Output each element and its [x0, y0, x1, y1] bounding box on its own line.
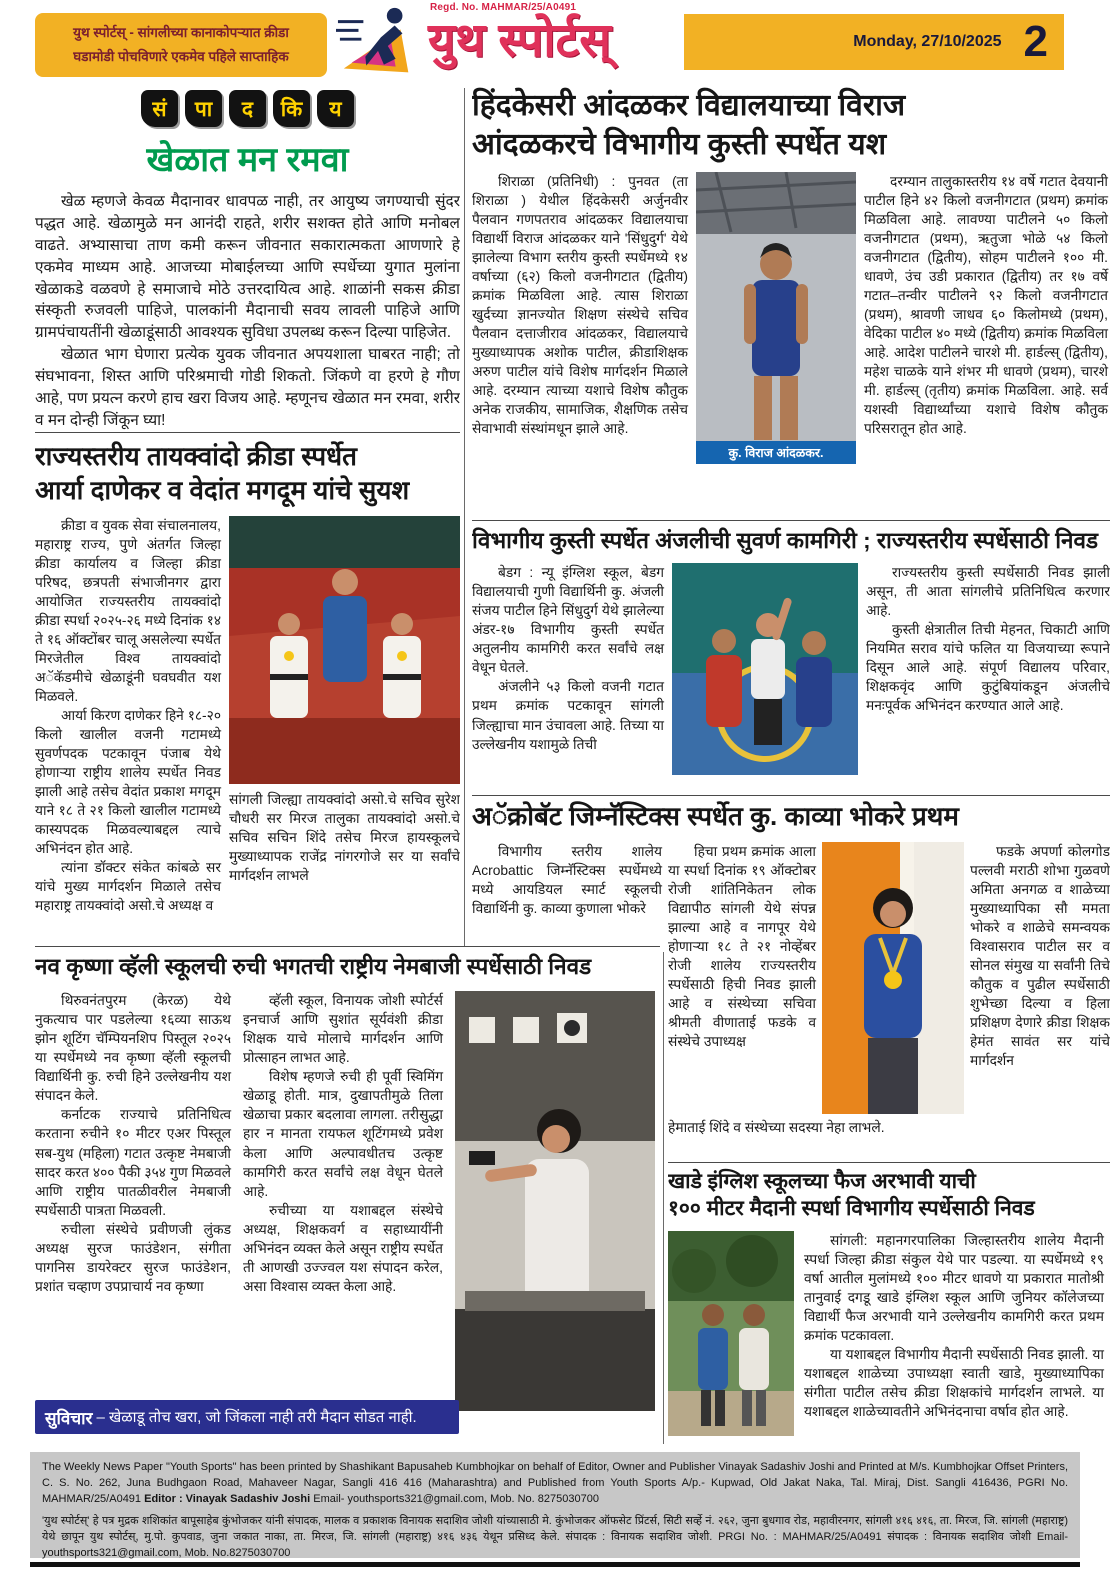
- bottom-rule: [30, 1562, 1080, 1567]
- page-number: 2: [1023, 17, 1048, 66]
- divider-vertical-main: [464, 88, 465, 946]
- article-headline: नव कृष्णा व्हॅली स्कूलची रुची भगतची राष्ट्रीय नेमबाजी स्पर्धेसाठी निवड: [35, 954, 592, 979]
- masthead-title: युथ स्पोर्टस्: [428, 13, 611, 66]
- article-bottom-line: हेमाताई शिंदे व संस्थेच्या सदस्या नेहा लाभले.: [668, 1119, 885, 1135]
- editorial-letter: य: [317, 90, 354, 127]
- divider-editorial: [35, 432, 460, 433]
- imprint-english: The Weekly News Paper "Youth Sports" has been printed by Shashikant Bapusaheb Kumbhojkar on behalf of Editor, Owner and Publisher Vinayak Sadashiv Joshi and Printed at M/s. Kumbhojkar Offset Printers, C. S. No. 262, Juna Budhgaon Road, Mahaveer Nagar, Sangli 416 416 (Maharashtra) and Published from Youth Sports A/p.- Kupwad, Old Jakat Naka, Tal. Miraj, Dist. Sangli 416436, PGRI No. MAHMAR/25/A0491 Editor : Vinayak Sadashiv Joshi Email- youthsports321@gmail.com, Mob. No. 8275030700: [42, 1461, 1068, 1505]
- article-column: फडके अपर्णा कोलगोड पल्लवी मराठी शोभा गुळवणे अमिता अनगळ व शाळेच्या मुख्याध्यापिका सौ ममता भोकरे व शाळेचे समन्वयक विश्वासराव पाटील सर व सोनल संमुख या सर्वांनी तिचे कौतुक व पुढील स्पर्धेसाठी शुभेच्छा दिल्या व हिला प्रशिक्षण देणारे क्रीडा शिक्षक हेमंत सावंत सर यांचे मार्गदर्शन: [970, 843, 1110, 1069]
- article-shooting: [35, 952, 660, 1444]
- divider-viraj: [472, 520, 1110, 521]
- editorial-paragraph: खेळ म्हणजे केवळ मैदानावर धावपळ नाही, तर आयुष्य जगण्याची सुंदर पद्धत आहे. खेळामुळे मन आनंदी राहते, शरीर सशक्त होते आणि मनोबल वाढते. अभ्यासाचा ताण कमी करून जीवनात सकारात्मकता आणणारे हे एकमेव माध्यम आहे. आजच्या मोबाईलच्या आणि स्पर्धेच्या युगात मुलांना खेळाकडे वळवणे हे समाजाचे मोठे उत्तरदायित्व आहे. शाळांनी सकस क्रीडा संस्कृती रुजवली पाहिजे, पालकांनी मैदानाची सवय लावली पाहिजे आणि ग्रामपंचायतींनी खेळाडूंसाठी आवश्यक सुविधा उपलब्ध करून दिल्या पाहिजेत.: [35, 193, 460, 342]
- tagline-line1: युथ स्पोर्टस् - सांगलीच्या कानाकोपऱ्यात क्रीडा: [73, 25, 289, 41]
- article-column: विभागीय स्तरीय शालेय Acrobattic जिम्नॅस्टिक्स स्पर्धेमध्ये मध्ये आयडियल स्मार्ट स्कूलची विद्यार्थिनी कु. काव्या कुणाला भोकरे: [472, 843, 662, 916]
- article-column: दरम्यान तालुकास्तरीय १४ वर्षे गटात देवयानी पाटील हिने ४२ किलो वजनीगटात (प्रथम) क्रमांक मिळविला आहे. लावण्या पाटीलने ५० किलो वजनीगटात (प्रथम), ऋतुजा भोळे ५४ किलो वजनीगटात (द्वितीय), सोहम पाटीलने १०० मी. धावणे, उंच उडी प्रकारात (द्वितीय) तर १७ वर्षे गटात–तन्वीर पाटीलने ९२ किलो वजनीगटात (प्रथम), श्रावणी जाधव ६० किलोमध्ये (प्रथम), वेदिका पाटील ४० मध्ये (द्वितीय) क्रमांक मिळविला आहे. आदेश पाटीलने चारशे मी. हार्डल्स् (द्वितीय), महेश चाळके याने शंभर मी धावणे (प्रथम), चारशे मी. हार्डल्स् (तृतीय) क्रमांक मिळविला. आहे. सर्व यशस्वी विद्यार्थ्यांच्या यशाचे विशेष कौतुक परिसरातून होत आहे.: [864, 174, 1108, 437]
- photo-faiz-arbhavi: [668, 1231, 794, 1436]
- editorial-title: खेळात मन रमवा: [146, 141, 349, 179]
- editorial-section: [35, 90, 460, 430]
- article-headline: हिंदकेसरी आंदळकर विद्यालयाच्या विराज आंदळकरचे विभागीय कुस्ती स्पर्धेत यश: [472, 89, 906, 161]
- article-column: सांगली: महानगरपालिका जिल्हास्तरीय शालेय मैदानी स्पर्धा जिल्हा क्रीडा संकुल येथे पार पडल्या. या स्पर्धेमध्ये १९ वर्षा आतील मुलांमध्ये १०० मीटर धावणे या प्रकारात मातोश्री तानुवाई दगडू खाडे इंग्लिश स्कूल आणि जुनियर कॉलेजच्या विद्यार्थी फैज अरभावी याने उल्लेखनीय कामगिरी करत प्रथम क्रमांक पटकावला. या यशाबद्दल विभागीय मैदानी स्पर्धेसाठी निवड झाली. या यशाबद्दल शाळेच्या उपाध्यक्षा स्वाती खाडे, मुख्याध्यापिका संगीता पाटील तसेच क्रीडा शिक्षकांचे मार्गदर्शन लाभले. या यशाबद्दल शाळेच्यावतीने अभिनंदनाचा वर्षाव होत आहे.: [804, 1232, 1104, 1419]
- photo-caption: कु. विराज आंदळकर.: [696, 441, 856, 464]
- imprint-editor: Editor : Vinayak Sadashiv Joshi: [144, 1492, 311, 1505]
- photo-ruchi-shooting: [455, 991, 655, 1411]
- article-headline: खाडे इंग्लिश स्कूलच्या फैज अरभावी याची १०० मीटर मैदानी स्पर्धा विभागीय स्पर्धेसाठी निवड: [668, 1170, 1035, 1221]
- article-headline: राज्यस्तरीय तायक्वांदो क्रीडा स्पर्धेत आर्या दाणेकर व वेदांत मगदूम यांचे सुयश: [35, 441, 410, 505]
- suvichar-text: – खेळाडू तोच खरा, जो जिंकला नाही तरी मैदान सोडत नाही.: [96, 1409, 417, 1426]
- editorial-paragraph: खेळात भाग घेणारा प्रत्येक युवक जीवनात अपयशाला घाबरत नाही; तो संघभावना, शिस्त आणि परिश्रमाची गोडी शिकतो. जिंकणे वा हरणे हे गौण आहे, पण प्रयत्न करणे हाच खरा विजय आहे. म्हणूनच खेळात मन रमवा, शरीर व मन दोन्ही जिंकून घ्या!: [35, 346, 460, 429]
- article-column: क्रीडा व युवक सेवा संचालनालय, महाराष्ट्र राज्य, पुणे अंतर्गत जिल्हा क्रीडा कार्यालय व जिल्हा क्रीडा परिषद, छत्रपती संभाजीनगर द्वारा आयोजित राज्यस्तरीय तायक्वांदो क्रीडा स्पर्धा २०२५-२६ मध्ये दिनांक १४ ते १६ ऑक्टोंबर चालू असलेल्या स्पर्धेत मिरजेतील विश्व तायक्वांदो अॅकॅडमीचे खेळाडूंनी घवघवीत यश मिळवले. आर्या किरण दाणेकर हिने १८-२० किलो खालील वजनी गटामध्ये सुवर्णपदक पटकावून पंजाब येथे होणाऱ्या राष्ट्रीय शालेय स्पर्धेत निवड झाली आहे तसेच वेदांत प्रकाश मगदूम याने १८ ते २१ किलो खालील गटामध्ये कास्यपदक मिळवल्याबद्दल त्याचे अभिनंदन होत आहे. त्यांना डॉक्टर संकेत कांबळे सर यांचे मुख्य मार्गदर्शन मिळाले तसेच महाराष्ट्र तायक्वांदो असो.चे अध्यक्ष व: [35, 517, 221, 914]
- photo-viraj-andalkar: [696, 172, 856, 464]
- editorial-body: [35, 191, 460, 430]
- article-column: बेडग : न्यू इंग्लिश स्कूल, बेडग विद्यालयाची गुणी विद्यार्थिनी कु. अंजली संजय पाटील हिने सिंधुदुर्ग येथे झालेल्या अंडर-१७ विभागीय कुस्ती स्पर्धेत अतुलनीय कामगिरी करत सर्वांचे लक्ष वेधून घेतले. अंजलीने ५३ किलो वजनी गटात प्रथम क्रमांक पटकावून सांगली जिल्ह्याचा मान उंचावला आहे. तिच्या या उल्लेखनीय यशामुळे तिची: [472, 565, 664, 752]
- masthead-tagline: [35, 13, 327, 77]
- issue-date: Monday, 27/10/2025: [853, 33, 1002, 50]
- editorial-letter: कि: [273, 90, 310, 127]
- article-column: शिराळा (प्रतिनिधी) : पुनवत (ता शिराळा ) येथील हिंदकेसरी अर्जुनवीर पैलवान गणपतराव आंदळकर विद्यालयाचा विद्यार्थी विराज आंदळकर याने 'सिंधुदुर्ग' येथे झालेल्या विभाग स्तरीय कुस्ती स्पर्धेमध्ये १४ वर्षाच्या (६२) किलो वजनीगटात (द्वितीय) क्रमांक मिळविला आहे. त्यास शिराळा खुर्दच्या ज्ञानज्योत शिक्षण संस्थेचे सचिव पैलवान दत्ताजीराव आंदळकर, विद्यालयाचे मुख्याध्यापक अशोक पाटील, क्रीडाशिक्षक अरुण पाटील यांचे विशेष मार्गदर्शन मिळाले आहे. दरम्यान त्याच्या यशाचे विशेष कौतुक अनेक राजकीय, सामाजिक, शैक्षणिक तसेच सेवाभावी संस्थांमधून झाले आहे.: [472, 174, 688, 437]
- article-viraj-wrestling: [472, 86, 1110, 518]
- article-anjali-wrestling: [472, 526, 1110, 792]
- article-headline: विभागीय कुस्ती स्पर्धेत अंजलीची सुवर्ण कामगिरी ; राज्यस्तरीय स्पर्धेसाठी निवड: [472, 528, 1099, 553]
- photo-taekwondo-winners: [229, 516, 460, 784]
- divider-gymnastics: [668, 1162, 1110, 1163]
- photo-anjali-referee: [672, 563, 858, 775]
- article-khade-athletics: [668, 1168, 1110, 1444]
- runner-logo-icon: [336, 4, 424, 78]
- editorial-letter: सं: [141, 90, 178, 127]
- imprint-marathi: 'युथ स्पोर्टस्' हे पत्र मुद्रक शशिकांत बापूसाहेब कुंभोजकर यांनी संपादक, मालक व प्रकाशक विनायक सदाशिव जोशी यांच्यासाठी मे. कुंभोजकर ऑफसेट प्रिंटर्स, सिटी सर्व्हे नं. २६२, जुना बुधगाव रोड, महावीरनगर, सांगली ४१६ ४१६, ता. मिरज, जि. सांगली (महाराष्ट्र) येथे छापून युथ स्पोर्टस्, मु.पो. कुपवाड, जुना जकात नाका, ता. मिरज, जि. सांगली (महाराष्ट्र) ४१६ ४३६ येथून प्रसिध्द केले. संपादक : विनायक सदाशिव जोशी. PRGI No. : MAHMAR/25/A0491 संपादक : विनायक सदाशिव जोशी Email- youthsports321@gmail.com, Mob. No.8275030700: [42, 1514, 1068, 1559]
- divider-anjali: [472, 795, 1110, 796]
- article-column: थिरुवनंतपुरम (केरळ) येथे नुकत्याच पार पडलेल्या १६व्या साऊथ झोन शूटिंग चॅम्पियनशिप पिस्तूल २०२५ या स्पर्धेमध्ये नव कृष्णा व्हॅली स्कूलची विद्यार्थिनी कु. रुची हिने उल्लेखनीय यश संपादन केले. कर्नाटक राज्याचे प्रतिनिधित्व करताना रुचीने १० मीटर एअर पिस्तूल सब-युथ (महिला) गटात उत्कृष्ट नेमबाजी सादर करत ४०० पैकी ३५४ गुण मिळवले आणि राष्ट्रीय पातळीवरील नेमबाजी स्पर्धेसाठी पात्रता मिळवली. रुचीला संस्थेचे प्रवीणजी लुंकड अध्यक्ष सुरज फाउंडेशन, संगीता पागनिस डायरेक्टर सुरज फाउंडेशन, प्रशांत चव्हाण उपप्राचार्य नव कृष्णा: [35, 993, 231, 1294]
- article-column: हिचा प्रथम क्रमांक आला या स्पर्धा दिनांक १९ ऑक्टोबर रोजी शांतिनिकेतन लोक विद्यापीठ सांगली येथे संपन्न झाल्या आहे व नागपूर येथे होणाऱ्या १८ ते २१ नोव्हेंबर रोजी शालेय राज्यस्तरीय स्पर्धेसाठी हिची निवड झाली आहे व संस्थेच्या सचिवा श्रीमती वीणाताई फडके व संस्थेचे उपाध्यक्ष: [668, 843, 816, 1050]
- date-bar: [684, 14, 1064, 70]
- editorial-letter: पा: [185, 90, 222, 127]
- photo-note: सांगली जिल्ह्या तायक्वांदो असो.चे सचिव सुरेश चौधरी सर मिरज तालुका तायक्वांदो असो.चे सचिव सचिन शिंदे तसेच मिरज हायस्कूलचे मुख्याध्यापक राजेंद्र नांगरगोजे सर या सर्वांचे मार्गदर्शन लाभले: [229, 791, 460, 883]
- editorial-label: [35, 90, 460, 127]
- article-taekwondo: [35, 440, 460, 942]
- photo-kavya-bhokare: [822, 842, 964, 1114]
- registration-number: Regd. No. MAHMAR/25/A0491: [430, 2, 577, 13]
- tagline-line2: घडामोडी पोचविणारे एकमेव पहिले साप्ताहिक: [73, 49, 289, 64]
- imprint-footer: [30, 1452, 1080, 1558]
- article-column: व्हॅली स्कूल, विनायक जोशी स्पोर्टर्स इनचार्ज आणि सुशांत सूर्यवंशी क्रीडा शिक्षक याचे मोलाचे मार्गदर्शन आणि प्रोत्साहन लाभत आहे. विशेष म्हणजे रुची ही पूर्वी स्विमिंग खेळाडू होती. मात्र, दुखापतीमुळे तिला खेळाचा प्रकार बदलावा लागला. तरीसुद्धा हार न मानता रायफल शूटिंगमध्ये प्रवेश केला आणि अल्पावधीतच उत्कृष्ट कामगिरी करत सर्वांचे लक्ष वेधून घेतले आहे. रुचीच्या या यशाबद्दल संस्थेचे अध्यक्ष, शिक्षकवर्ग व सहाध्यायींनी अभिनंदन व्यक्त केले असून राष्ट्रीय स्पर्धेत ती आणखी उज्ज्वल यश संपादन करेल, असा विश्वास व्यक्त केला आहे.: [243, 993, 443, 1294]
- editorial-letter: द: [229, 90, 266, 127]
- article-column: राज्यस्तरीय कुस्ती स्पर्धेसाठी निवड झाली असून, ती आता सांगलीचे प्रतिनिधित्व करणार आहे. कुस्ती क्षेत्रातील तिची मेहनत, चिकाटी आणि नियमित सराव यांचे फलित या विजयाच्या रूपाने दिसून आले आहे. संपूर्ण विद्यालय परिवार, शिक्षकवृंद आणि कुटुंबियांकडून अंजलीचे मनःपूर्वक अभिनंदन करण्यात आले आहे.: [866, 565, 1110, 714]
- suvichar-label: सुविचार: [45, 1408, 93, 1428]
- suvichar-box: [35, 1400, 459, 1434]
- article-headline: अॅक्रोबॅट जिम्नॅस्टिक्स स्पर्धेत कु. काव्या भोकरे प्रथम: [472, 801, 959, 831]
